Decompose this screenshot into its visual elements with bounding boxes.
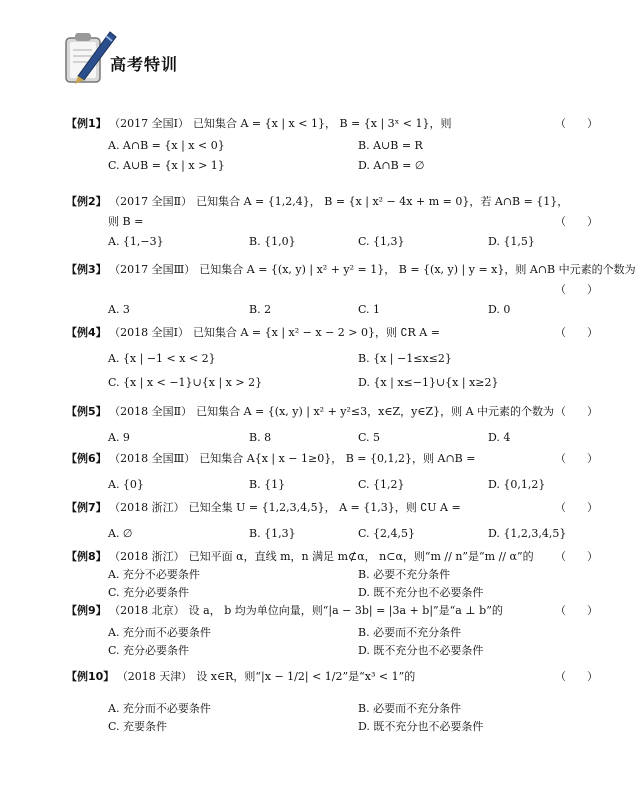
question-label: 【例9】 bbox=[66, 604, 107, 617]
option-b: B. {1} bbox=[249, 478, 286, 491]
question-10 bbox=[66, 670, 606, 736]
question-stem: 已知集合 A = {x | x < 1}， B = {x | 3ˣ < 1}，则 bbox=[193, 117, 452, 130]
option-c: C. {1,3} bbox=[358, 235, 405, 248]
option-d: D. {0,1,2} bbox=[488, 478, 546, 491]
option-b: B. {1,3} bbox=[249, 527, 296, 540]
option-b: B. 必要而不充分条件 bbox=[358, 626, 462, 639]
question-label: 【例4】 bbox=[66, 326, 107, 339]
question-2 bbox=[66, 195, 606, 251]
option-a: A. {1,−3} bbox=[108, 235, 164, 248]
option-c: C. 5 bbox=[358, 431, 381, 444]
question-7 bbox=[66, 501, 606, 543]
option-c: C. {x | x < −1}∪{x | x > 2} bbox=[108, 376, 263, 389]
answer-blank: （ ） bbox=[555, 283, 598, 296]
question-stem: 设 x∈R，则“|x − 1/2| < 1/2”是“x³ < 1”的 bbox=[196, 670, 416, 683]
question-stem: 设 a， b 均为单位向量，则“|a − 3b| = |3a + b|”是“a ⊥ b”的 bbox=[188, 604, 503, 617]
question-4 bbox=[66, 326, 606, 392]
question-5 bbox=[66, 405, 606, 447]
option-a: A. 充分不必要条件 bbox=[108, 568, 200, 581]
option-a: A. A∩B = {x | x < 0} bbox=[108, 139, 225, 152]
option-d: D. 既不充分也不必要条件 bbox=[358, 720, 484, 733]
option-c: C. 充要条件 bbox=[108, 720, 168, 733]
question-label: 【例5】 bbox=[66, 405, 107, 418]
page-title: 高考特训 bbox=[110, 55, 179, 74]
question-source: （2018 全国Ⅲ） bbox=[114, 452, 196, 465]
question-source: （2017 全国Ⅰ） bbox=[114, 117, 189, 130]
option-b: B. 必要而不充分条件 bbox=[358, 702, 462, 715]
answer-blank: （ ） bbox=[555, 604, 598, 617]
option-a: A. 3 bbox=[108, 303, 130, 316]
question-1 bbox=[66, 117, 606, 175]
question-label: 【例10】 bbox=[66, 670, 115, 683]
question-6 bbox=[66, 452, 606, 494]
question-source: （2018 浙江） bbox=[114, 501, 185, 514]
question-label: 【例6】 bbox=[66, 452, 107, 465]
question-stem: 已知集合 A = {x | x² − x − 2 > 0}，则 ∁R A = bbox=[193, 326, 440, 339]
answer-blank: （ ） bbox=[555, 670, 598, 683]
question-label: 【例8】 bbox=[66, 550, 107, 563]
option-d: D. 4 bbox=[488, 431, 511, 444]
question-source: （2018 天津） bbox=[122, 670, 193, 683]
answer-blank: （ ） bbox=[555, 501, 598, 514]
option-d: D. {1,5} bbox=[488, 235, 535, 248]
option-d: D. 0 bbox=[488, 303, 511, 316]
option-c: C. 1 bbox=[358, 303, 381, 316]
question-source: （2018 北京） bbox=[114, 604, 185, 617]
option-c: C. {1,2} bbox=[358, 478, 405, 491]
option-a: A. 充分而不必要条件 bbox=[108, 702, 211, 715]
option-c: C. {2,4,5} bbox=[358, 527, 416, 540]
question-9 bbox=[66, 604, 606, 660]
option-a: A. {x | −1 < x < 2} bbox=[108, 352, 216, 365]
option-a: A. 9 bbox=[108, 431, 130, 444]
answer-blank: （ ） bbox=[555, 550, 598, 563]
question-stem: 已知平面 α，直线 m，n 满足 m⊄α， n⊂α，则“m // n”是“m // α”的 bbox=[188, 550, 534, 563]
option-b: B. A∪B = R bbox=[358, 139, 423, 152]
question-stem: 已知集合 A = {(x, y) | x² + y² = 1}， B = {(x, y) | y = x}，则 A∩B 中元素的个数为 bbox=[199, 263, 636, 276]
option-d: D. 既不充分也不必要条件 bbox=[358, 644, 484, 657]
option-c: C. 充分必要条件 bbox=[108, 586, 190, 599]
question-source: （2018 浙江） bbox=[114, 550, 185, 563]
question-source: （2018 全国Ⅰ） bbox=[114, 326, 189, 339]
option-b: B. {x | −1≤x≤2} bbox=[358, 352, 452, 365]
answer-blank: （ ） bbox=[555, 215, 598, 228]
option-b: B. 2 bbox=[249, 303, 272, 316]
option-b: B. {1,0} bbox=[249, 235, 296, 248]
question-8 bbox=[66, 550, 606, 602]
question-source: （2017 全国Ⅱ） bbox=[114, 195, 193, 208]
answer-blank: （ ） bbox=[555, 452, 598, 465]
option-b: B. 8 bbox=[249, 431, 272, 444]
option-d: D. {1,2,3,4,5} bbox=[488, 527, 567, 540]
option-d: D. A∩B = ∅ bbox=[358, 159, 425, 172]
question-stem-continued: 则 B = bbox=[108, 215, 144, 228]
option-b: B. 必要不充分条件 bbox=[358, 568, 451, 581]
question-3 bbox=[66, 263, 636, 319]
question-label: 【例1】 bbox=[66, 117, 107, 130]
clipboard-pen-icon bbox=[58, 24, 118, 88]
option-c: C. A∪B = {x | x > 1} bbox=[108, 159, 225, 172]
option-a: A. ∅ bbox=[108, 527, 133, 540]
option-d: D. {x | x≤−1}∪{x | x≥2} bbox=[358, 376, 499, 389]
option-a: A. {0} bbox=[108, 478, 144, 491]
answer-blank: （ ） bbox=[555, 326, 598, 339]
option-d: D. 既不充分也不必要条件 bbox=[358, 586, 484, 599]
question-source: （2017 全国Ⅲ） bbox=[114, 263, 196, 276]
option-c: C. 充分必要条件 bbox=[108, 644, 190, 657]
answer-blank: （ ） bbox=[555, 117, 598, 130]
section-header bbox=[58, 24, 258, 94]
question-stem: 已知集合 A = {1,2,4}， B = {x | x² − 4x + m = 0}，若 A∩B = {1}， bbox=[196, 195, 569, 208]
question-source: （2018 全国Ⅱ） bbox=[114, 405, 193, 418]
question-stem: 已知集合 A = {(x, y) | x² + y²≤3，x∈Z，y∈Z}，则 A 中元素的个数为 bbox=[196, 405, 555, 418]
question-stem: 已知全集 U = {1,2,3,4,5}， A = {1,3}，则 ∁U A = bbox=[188, 501, 461, 514]
answer-blank: （ ） bbox=[555, 405, 598, 418]
question-label: 【例3】 bbox=[66, 263, 107, 276]
question-label: 【例7】 bbox=[66, 501, 107, 514]
option-a: A. 充分而不必要条件 bbox=[108, 626, 211, 639]
question-stem: 已知集合 A{x | x − 1≥0}， B = {0,1,2}，则 A∩B = bbox=[199, 452, 476, 465]
question-label: 【例2】 bbox=[66, 195, 107, 208]
